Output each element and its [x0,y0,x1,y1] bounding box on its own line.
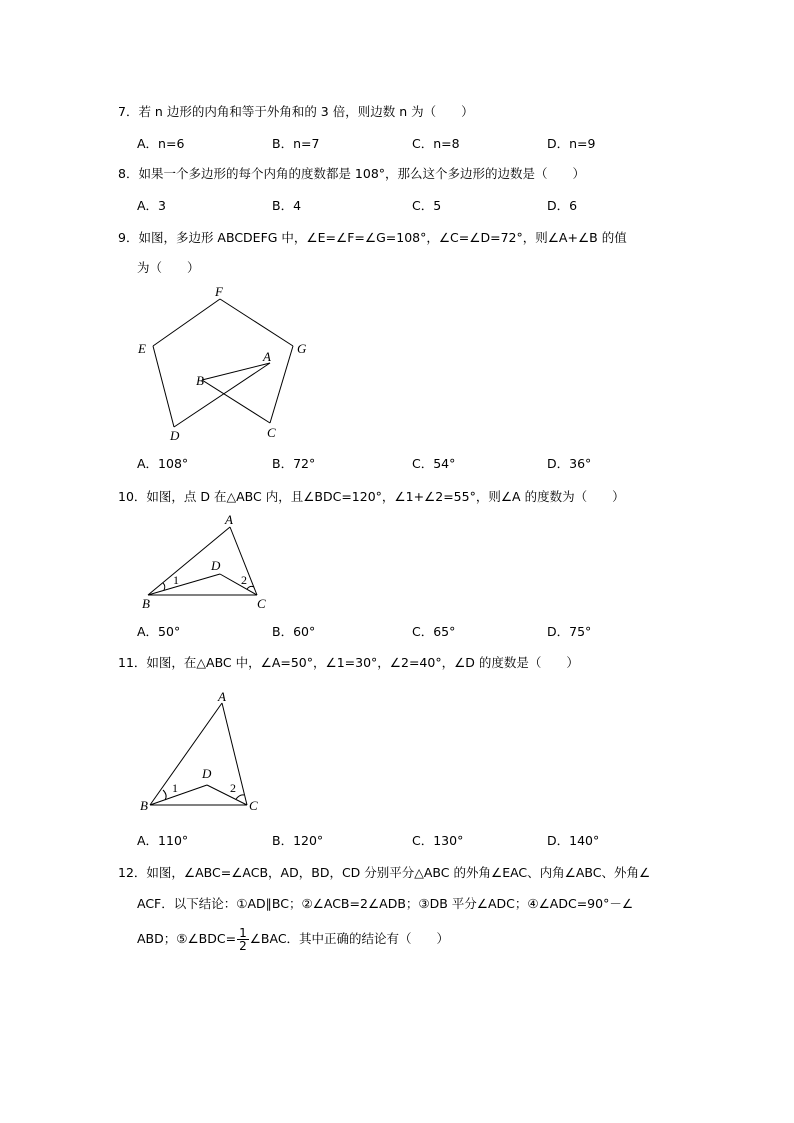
q11-angle-1-arc [163,790,166,800]
q10-label-2: 2 [241,573,247,587]
q8-option-c[interactable]: C．5 [412,198,442,213]
q11-label-1: 1 [172,781,178,795]
q8-option-a[interactable]: A．3 [137,198,167,213]
q10-option-c[interactable]: C．65° [412,624,456,639]
q11-option-b[interactable]: B．120° [272,833,324,848]
q12-fraction-denominator: 2 [239,939,247,953]
q9-label-b: B [196,373,204,388]
q11-label-c: C [249,798,258,813]
q11-figure [130,688,270,818]
q11-label-2: 2 [230,781,236,795]
q9-figure [130,282,320,447]
q10-label-c: C [257,596,266,611]
q11-edge-bd [150,785,207,805]
q10-label-1: 1 [173,573,179,587]
q11-option-c[interactable]: C．130° [412,833,464,848]
q10-angle-2-arc [247,586,254,589]
question-7-text: 7．若 n 边形的内角和等于外角和的 3 倍，则边数 n 为（ ） [118,104,474,119]
question-9-text-line1: 9．如图，多边形 ABCDEFG 中，∠E=∠F=∠G=108°，∠C=∠D=72°，则∠A+∠B 的值 [118,230,627,245]
q9-option-b[interactable]: B．72° [272,456,316,471]
q7-option-c[interactable]: C．n=8 [412,136,460,151]
q10-option-a[interactable]: A．50° [137,624,181,639]
q10-option-b[interactable]: B．60° [272,624,316,639]
q9-label-c: C [267,425,276,440]
q9-option-a[interactable]: A．108° [137,456,189,471]
question-11-text: 11．如图，在△ABC 中，∠A=50°，∠1=30°，∠2=40°，∠D 的度数是（ ） [118,655,579,670]
q9-label-f: F [215,284,223,299]
q10-label-a: A [225,512,233,527]
q12-fraction-numerator: 1 [239,926,247,940]
q12-line3-pre: ABD；⑤∠BDC= [137,931,237,946]
q9-option-c[interactable]: C．54° [412,456,456,471]
question-12-text-line1: 12．如图，∠ABC=∠ACB，AD，BD，CD 分别平分△ABC 的外角∠EAC、内角∠ABC、外角∠ [118,865,651,880]
question-12-text-line3 [137,922,449,956]
q7-option-d[interactable]: D．n=9 [547,136,596,151]
q11-option-d[interactable]: D．140° [547,833,600,848]
q9-edge-ad [174,363,270,427]
q9-edge-ba [202,363,270,380]
question-12-text-line2: ACF．以下结论：①AD∥BC；②∠ACB=2∠ADB；③DB 平分∠ADC；④∠ADC=90°－∠ [137,896,634,911]
q9-label-a: A [263,349,271,364]
q10-edge-bd [148,574,220,595]
q12-fraction [237,927,249,952]
q11-label-a: A [218,689,226,704]
q8-option-b[interactable]: B．4 [272,198,302,213]
q9-edge-ef [153,299,220,346]
q11-label-b: B [140,798,148,813]
q10-label-d: D [211,558,221,573]
q11-label-d: D [202,766,212,781]
q12-line3-post: ∠BAC．其中正确的结论有（ ） [249,931,450,946]
q9-label-g: G [297,341,307,356]
q9-edge-de [153,346,174,427]
q10-edge-dc [220,574,257,595]
q7-option-a[interactable]: A．n=6 [137,136,185,151]
q7-option-b[interactable]: B．n=7 [272,136,320,151]
q10-figure [130,512,280,612]
q9-edge-fg [220,299,293,346]
q9-label-e: E [138,341,146,356]
q9-label-d: D [170,428,180,443]
q11-option-a[interactable]: A．110° [137,833,189,848]
q10-angle-1-arc [163,583,165,590]
q11-edge-ab [150,703,222,805]
q8-option-d[interactable]: D．6 [547,198,578,213]
q9-edge-gc [270,346,293,423]
question-10-text: 10．如图，点 D 在△ABC 内，且∠BDC=120°，∠1+∠2=55°，则∠A 的度数为（ ） [118,489,625,504]
q11-angle-2-arc [236,795,244,799]
question-8-text: 8．如果一个多边形的每个内角的度数都是 108°，那么这个多边形的边数是（ ） [118,166,586,181]
q9-option-d[interactable]: D．36° [547,456,592,471]
q10-option-d[interactable]: D．75° [547,624,592,639]
question-9-text-line2: 为（ ） [137,260,200,275]
q10-label-b: B [142,596,150,611]
